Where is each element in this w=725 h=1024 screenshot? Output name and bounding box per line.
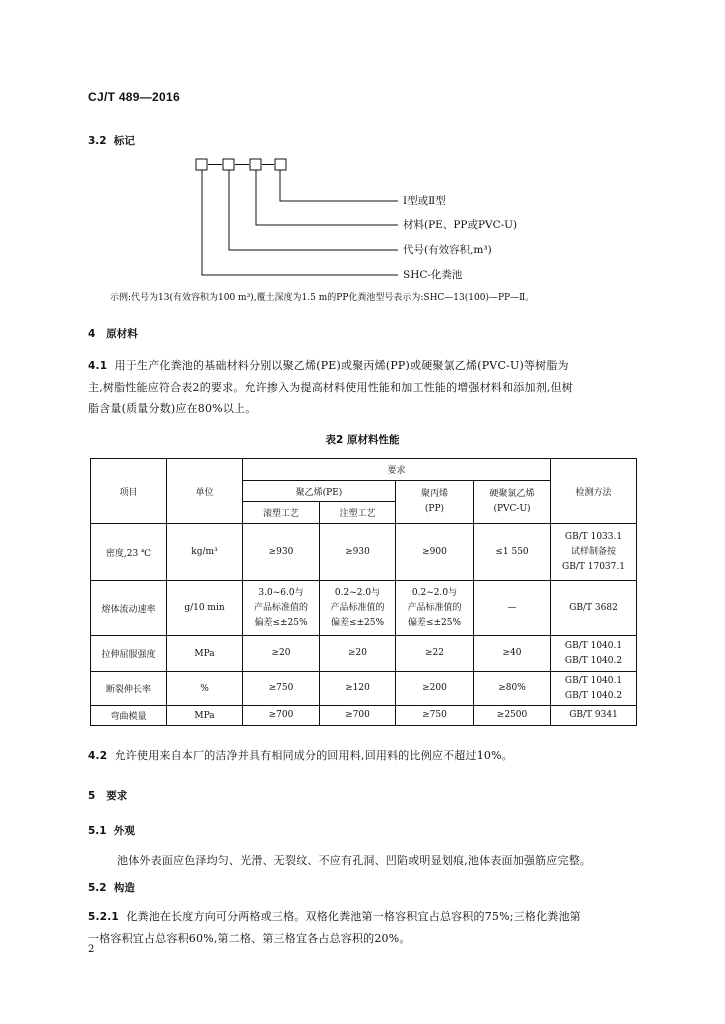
diagram-leader-ext [310, 195, 400, 280]
table-row [91, 524, 637, 581]
material-properties-table [90, 458, 637, 726]
section-number: 5 [88, 790, 96, 802]
cell-line: 偏差≤±25% [254, 617, 308, 628]
table-row [91, 636, 637, 672]
cell-method [551, 706, 637, 726]
cell-line: 0.2~2.0与 [334, 587, 381, 598]
cell-line: 0.2~2.0与 [411, 587, 458, 598]
cell-pe-inj [320, 581, 396, 636]
cell-pe-rot [243, 581, 320, 636]
header-pe-injection: 注塑工艺 [320, 502, 396, 524]
cell-pe-inj [320, 524, 396, 581]
diagram-label-code: 代号(有效容积,m³) [403, 244, 492, 256]
section-title: 要求 [106, 790, 128, 802]
cell-item: 弯曲模量 [91, 706, 167, 726]
box-4 [275, 159, 286, 170]
cell-line: 3.0~6.0与 [258, 587, 304, 598]
cell-unit: kg/m³ [167, 524, 243, 581]
paragraph-line: 用于生产化粪池的基础材料分别以聚乙烯(PE)或聚丙烯(PP)或硬聚氯乙烯(PVC-U)等树脂为 [114, 359, 569, 372]
cell-line: 产品标准值的 [407, 602, 462, 613]
paragraph-5-1: 池体外表面应色泽均匀、光滑、无裂纹、不应有孔洞、凹陷或明显划痕,池体表面加强筋应完整。 [117, 854, 592, 867]
marking-diagram [190, 155, 310, 290]
paragraph-line: 主,树脂性能应符合表2的要求。允许掺入为提高材料使用性能和加工性能的增强材料和添加剂,但树 [88, 381, 573, 394]
cell-pe-rot [243, 706, 320, 726]
cell-pe-rot [243, 636, 320, 672]
cell-pe-inj [320, 636, 396, 672]
cell-line: ≥80% [498, 683, 526, 693]
box-3 [250, 159, 261, 170]
cell-pvc [474, 706, 551, 726]
cell-method [551, 581, 637, 636]
section-4-heading [88, 326, 138, 341]
diagram-label-material: 材料(PE、PP或PVC-U) [403, 219, 518, 231]
paragraph-text: 允许使用来自本厂的洁净并具有相同成分的回用料,回用料的比例应不超过10%。 [114, 749, 513, 762]
paragraph-line: 脂含量(质量分数)应在80%以上。 [88, 402, 257, 415]
cell-line: GB/T 1040.1 [564, 675, 623, 686]
paragraph-line: 一格容积宜占总容积60%,第二格、第三格宜各占总容积的20%。 [88, 932, 411, 945]
page-number: 2 [88, 944, 95, 955]
cell-line: GB/T 1040.2 [564, 690, 623, 701]
cell-line: ≥930 [268, 546, 294, 557]
cell-line: ≥930 [345, 546, 370, 557]
cell-item: 断裂伸长率 [91, 672, 167, 706]
cell-line: GB/T 1040.2 [564, 655, 623, 666]
cell-pp [396, 636, 474, 672]
header-pp: 聚丙烯 (PP) [396, 481, 474, 524]
cell-method [551, 524, 637, 581]
clause-number: 4.2 [88, 750, 108, 762]
cell-line: ≥700 [345, 710, 370, 720]
cell-pp [396, 524, 474, 581]
section-5-2-heading [88, 880, 135, 895]
section-number: 5.1 [88, 825, 107, 837]
cell-line: GB/T 1040.1 [564, 640, 623, 651]
cell-line: ≥750 [422, 710, 447, 720]
standard-id: CJ/T 489—2016 [88, 90, 180, 104]
paragraph-line: 化粪池在长度方向可分两格或三格。双格化粪池第一格容积宜占总容积的75%;三格化粪池第 [126, 910, 581, 923]
cell-line: ≥120 [345, 683, 370, 693]
cell-pp [396, 706, 474, 726]
cell-line: ≥200 [422, 683, 447, 693]
clause-number: 5.2.1 [88, 911, 119, 923]
cell-unit: % [167, 672, 243, 706]
cell-line: ≤1 550 [495, 546, 529, 557]
cell-line: 产品标准值的 [253, 602, 308, 613]
header-requirement: 要求 [243, 459, 551, 481]
cell-line: GB/T 3682 [569, 602, 618, 613]
header-unit: 单位 [167, 459, 243, 524]
paragraph-4-1 [88, 355, 648, 419]
cell-line: ≥750 [268, 683, 294, 693]
cell-unit: g/10 min [167, 581, 243, 636]
table-row [91, 581, 637, 636]
section-number: 5.2 [88, 882, 107, 894]
cell-pe-rot [243, 672, 320, 706]
cell-line: ≥700 [268, 710, 294, 720]
header-item: 项目 [91, 459, 167, 524]
cell-line: 产品标准值的 [330, 602, 385, 613]
table-caption: 表2 原材料性能 [325, 434, 400, 446]
section-title: 标记 [113, 135, 135, 147]
marking-example: 示例:代号为13(有效容积为100 m³),覆土深度为1.5 m的PP化粪池型号表示为:SHC—13(100)—PP—Ⅱ。 [110, 293, 535, 303]
cell-line: GB/T 1033.1 [564, 531, 623, 542]
cell-line: ≥2500 [496, 710, 528, 720]
paragraph-5-2-1 [88, 906, 658, 949]
cell-pp [396, 672, 474, 706]
table-row [91, 672, 637, 706]
section-title: 构造 [113, 882, 135, 894]
cell-item: 拉伸屈服强度 [91, 636, 167, 672]
cell-line: ≥40 [502, 648, 522, 658]
cell-item: 密度,23 ℃ [91, 524, 167, 581]
header-pvc: 硬聚氯乙烯 (PVC-U) [474, 481, 551, 524]
cell-line: ≥22 [425, 648, 444, 658]
cell-pvc [474, 524, 551, 581]
table-body [91, 524, 637, 726]
cell-line: 偏差≤±25% [330, 617, 385, 628]
cell-line: ≥900 [422, 546, 447, 557]
cell-line: — [507, 602, 517, 613]
section-title: 外观 [113, 825, 135, 837]
cell-method [551, 636, 637, 672]
cell-item: 熔体流动速率 [91, 581, 167, 636]
section-3-2-heading [88, 133, 135, 148]
header-pe: 聚乙烯(PE) [243, 481, 396, 502]
cell-line: GB/T 9341 [569, 710, 618, 720]
cell-line: ≥20 [271, 648, 291, 658]
table-row [91, 706, 637, 726]
section-title: 原材料 [106, 328, 138, 340]
cell-pp [396, 581, 474, 636]
box-2 [223, 159, 234, 170]
clause-number: 4.1 [88, 360, 108, 372]
cell-pvc [474, 672, 551, 706]
cell-pe-inj [320, 672, 396, 706]
cell-line: GB/T 17037.1 [562, 561, 625, 572]
paragraph-4-2 [88, 745, 513, 767]
cell-unit: MPa [167, 706, 243, 726]
cell-pe-inj [320, 706, 396, 726]
cell-unit: MPa [167, 636, 243, 672]
section-5-heading [88, 788, 127, 803]
cell-line: ≥20 [348, 648, 367, 658]
diagram-label-product: SHC-化粪池 [403, 269, 463, 281]
cell-line: 偏差≤±25% [407, 617, 462, 628]
section-number: 4 [88, 328, 96, 340]
section-number: 3.2 [88, 135, 107, 147]
cell-pvc [474, 636, 551, 672]
cell-line: 试样制备按 [571, 546, 617, 557]
cell-pe-rot [243, 524, 320, 581]
header-method: 检测方法 [551, 459, 637, 524]
box-1 [196, 159, 207, 170]
diagram-label-type: Ⅰ型或Ⅱ型 [403, 195, 446, 207]
cell-method [551, 672, 637, 706]
header-pe-rotational: 滚塑工艺 [243, 502, 320, 524]
section-5-1-heading [88, 823, 135, 838]
cell-pvc [474, 581, 551, 636]
